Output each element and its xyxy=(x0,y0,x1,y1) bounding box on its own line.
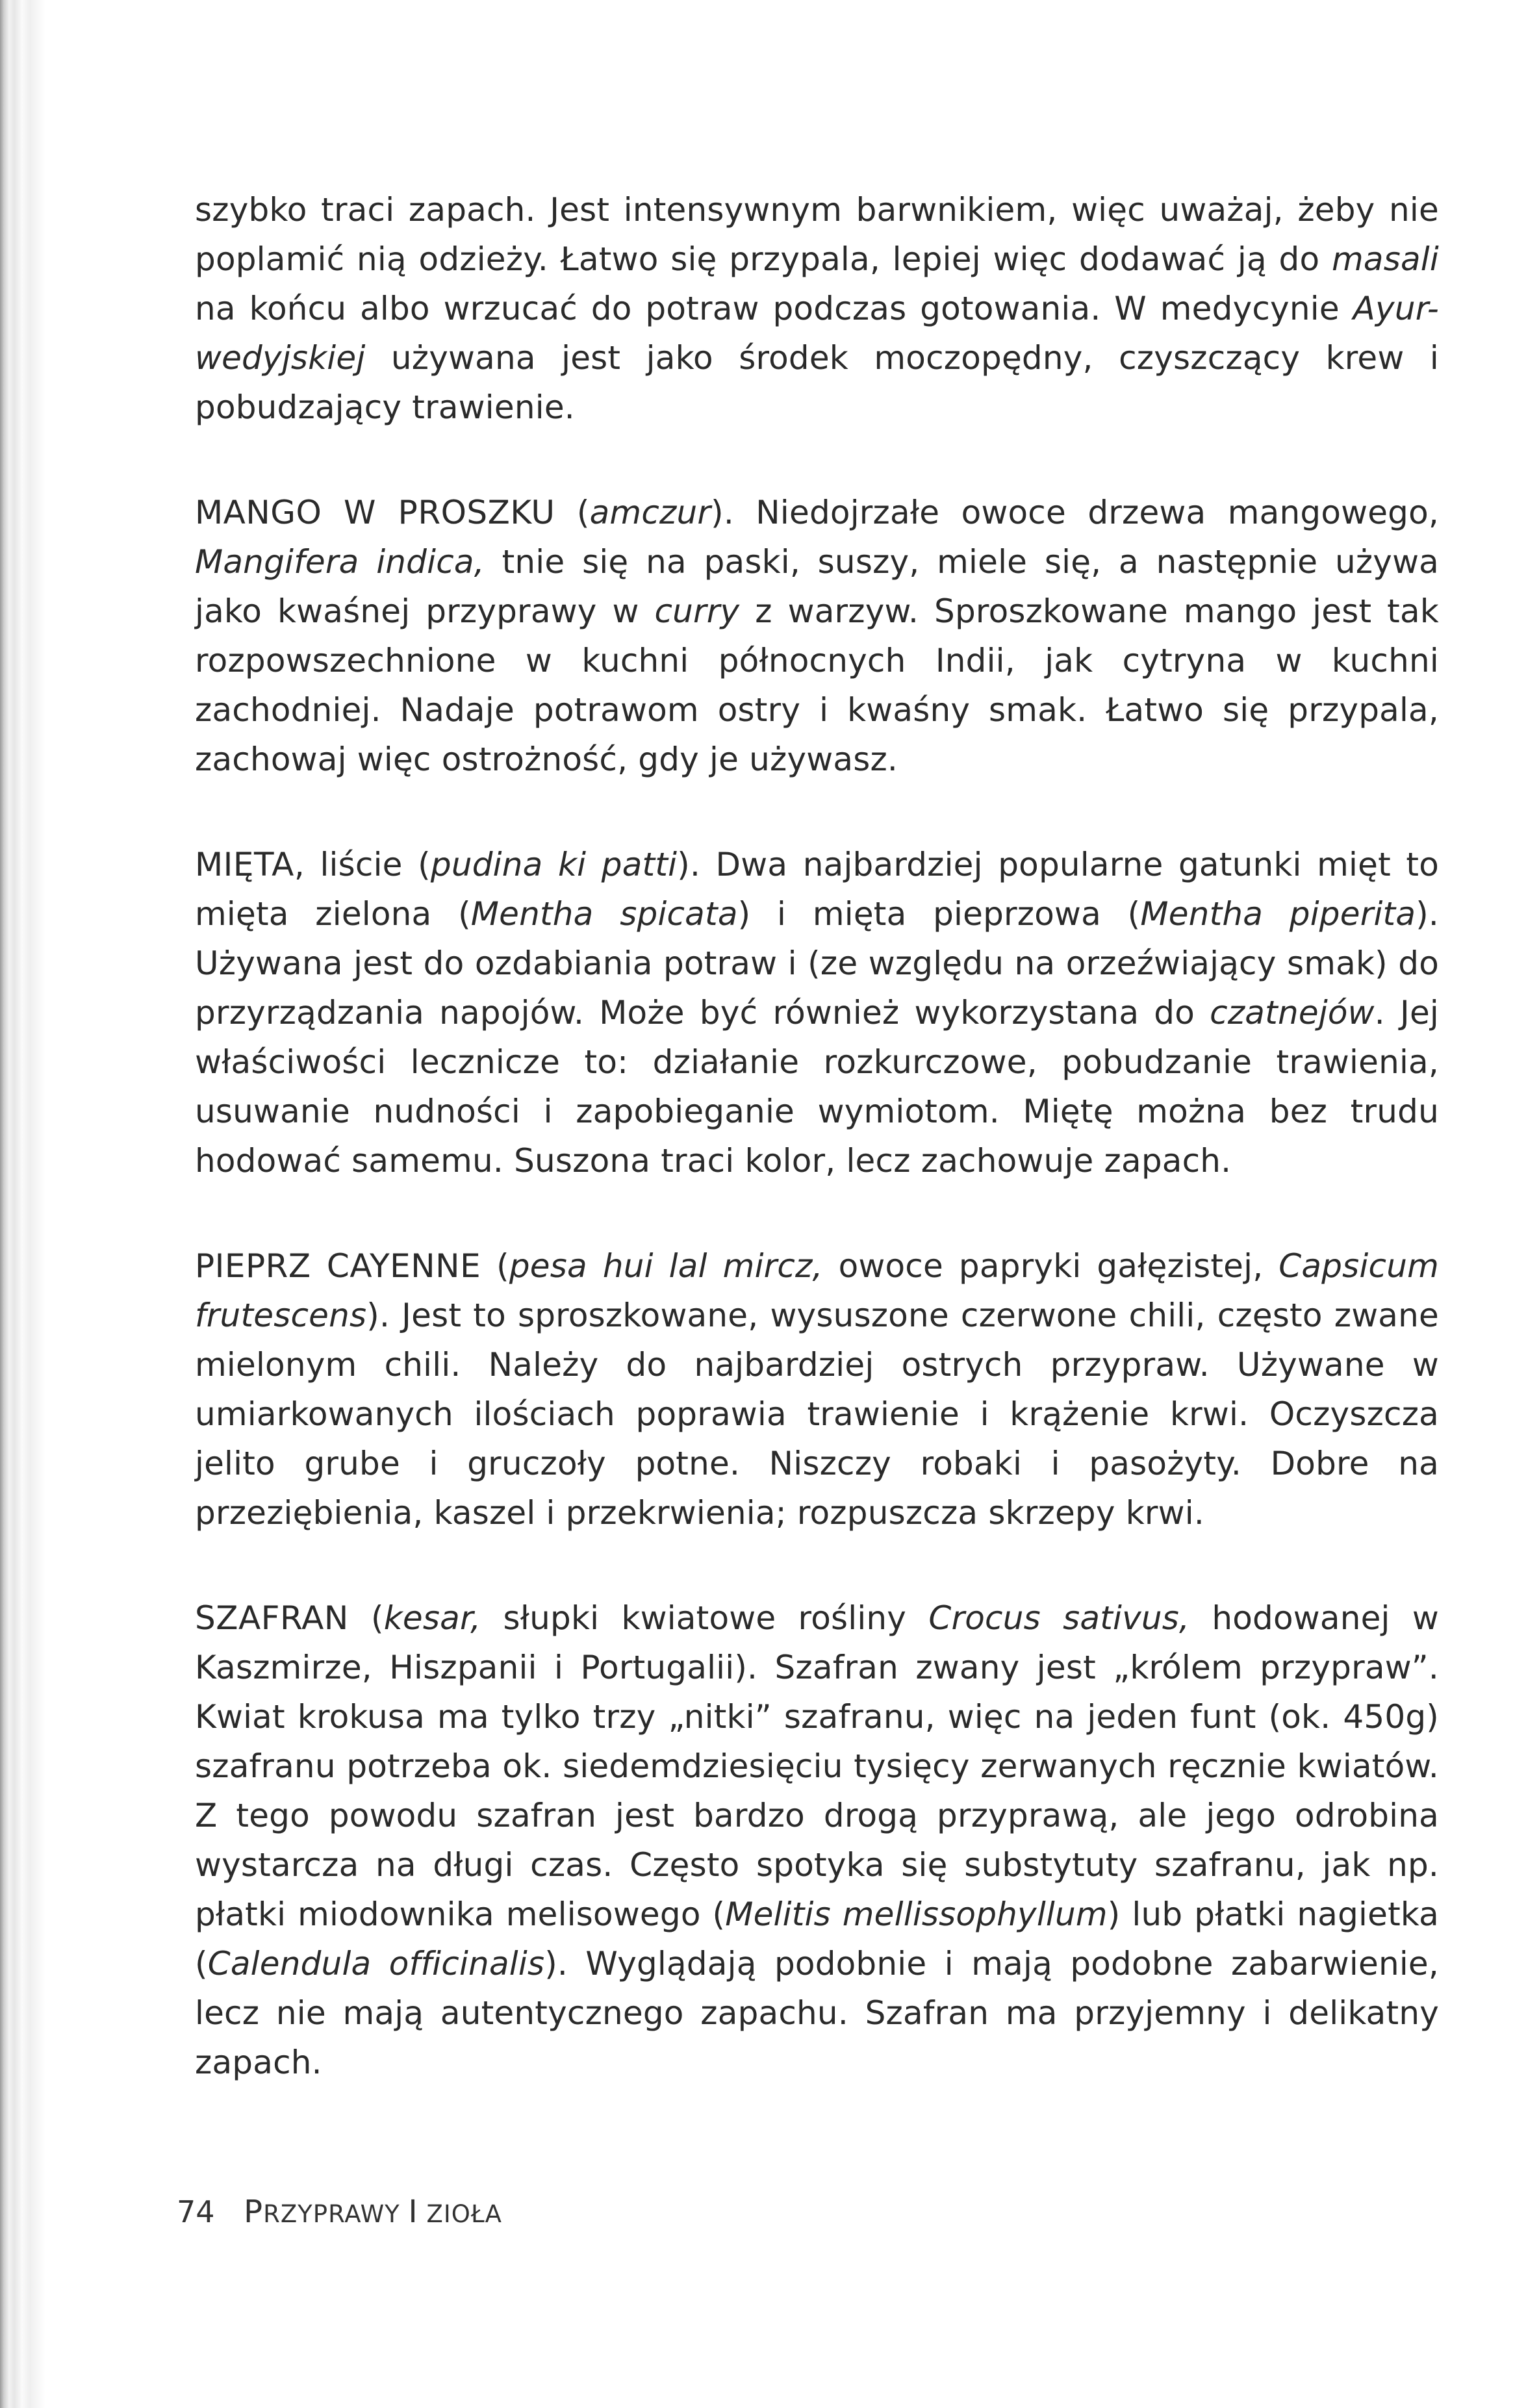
italic-term: pudina ki patti xyxy=(430,846,678,883)
running-title-part: ZIOŁA xyxy=(426,2200,502,2228)
text-run: szybko traci zapach. Jest intensywnym barwnikiem, więc uważaj, żeby nie poplamić nią odzieży. Łatwo się przypala, lepiej więc dodawać ją do xyxy=(195,191,1439,278)
running-title-part xyxy=(418,2200,427,2228)
entry-heading: MIĘTA xyxy=(195,846,294,883)
text-run: tnie się na paski, suszy, miele się, a następnie używa jako kwaśnej przyprawy w xyxy=(195,543,1440,630)
running-title-part: P xyxy=(244,2194,264,2230)
text-run: hodowanej w Kaszmirze, Hiszpanii i Portugalii). Szafran zwany jest „królem przypraw”. Kwiat krokusa ma tylko trzy „nitki” szafranu, więc na jeden funt (ok. 450g) szafranu potrzeba ok. siedemdziesięciu tysięcy zerwanych ręcznie kwiatów. Z tego powodu szafran jest bardzo drogą przyprawą, ale jego odrobina wystarcza na długi czas. Często spotyka się substytuty szafranu, jak np. płatki miodownika melisowego ( xyxy=(195,1599,1439,1933)
italic-term: Ayur-wedyjskiej xyxy=(195,290,1439,377)
text-run: z warzyw. Sproszkowane mango jest tak rozpowszechnione w kuchni północnych Indii, jak cytryna w kuchni zachodniej. Nadaje potrawom ostry i kwaśny smak. Łatwo się przypala, zachowaj więc ostrożność, gdy je używasz. xyxy=(195,592,1439,778)
paragraph xyxy=(195,840,1439,1185)
page-number: 74 xyxy=(177,2194,215,2229)
running-title-part: I xyxy=(408,2194,418,2230)
text-run: ). Jest to sproszkowane, wysuszone czerwone chili, często zwane mielonym chili. Należy do najbardziej ostrych przypraw. Używane w umiarkowanych ilościach poprawia trawienie i krążenie krwi. Oczyszcza jelito grube i gruczoły potne. Niszczy robaki i pasożyty. Dobre na przeziębienia, kaszel i przekrwienia; rozpuszcza skrzepy krwi. xyxy=(195,1297,1439,1532)
text-run: słupki kwiatowe rośliny xyxy=(481,1599,929,1637)
italic-term: Crocus sativus, xyxy=(928,1599,1190,1637)
text-run: ). Używana jest do ozdabiania potraw i (ze względu na orzeźwiający smak) do przyrządzania napojów. Może być również wykorzystana do xyxy=(195,895,1440,1032)
italic-term: Mentha piperita xyxy=(1140,895,1416,933)
italic-term: pesa hui lal mircz, xyxy=(509,1247,823,1285)
italic-term: kesar, xyxy=(383,1599,481,1637)
italic-term: amczur xyxy=(589,494,711,531)
text-run: ). Dwa najbardziej popularne gatunki mięt to mięta zielona ( xyxy=(195,846,1439,933)
italic-term: Calendula officinalis xyxy=(207,1945,545,1983)
paragraph xyxy=(195,488,1439,784)
italic-term: masali xyxy=(1331,240,1439,278)
text-run: ). Wyglądają podobnie i mają podobne zabarwienie, lecz nie mają autentycznego zapachu. Szafran ma przyjemny i delikatny zapach. xyxy=(195,1945,1439,2081)
italic-term: Melitis mellissophyllum xyxy=(725,1895,1108,1933)
paragraph xyxy=(195,1241,1439,1538)
binding-edge xyxy=(0,0,45,2408)
italic-term: czatnejów xyxy=(1210,994,1375,1032)
italic-term: curry xyxy=(654,592,740,630)
page-body-text xyxy=(195,185,1439,2087)
text-run: ( xyxy=(555,494,590,531)
text-run: na końcu albo wrzucać do potraw podczas gotowania. W medycynie xyxy=(195,290,1353,327)
italic-term: Mangifera indica, xyxy=(195,543,485,581)
italic-term: Mentha spicata xyxy=(470,895,738,933)
entry-heading: SZAFRAN xyxy=(195,1599,349,1637)
text-run: ). Niedojrzałe owoce drzewa mangowego, xyxy=(711,494,1439,531)
paragraph xyxy=(195,1593,1439,2087)
text-run: . Jej właściwości lecznicze to: działanie rozkurczowe, pobudzanie trawienia, usuwanie nudności i zapobieganie wymiotom. Miętę można bez trudu hodować samemu. Suszona traci kolor, lecz zachowuje zapach. xyxy=(195,994,1440,1180)
italic-term: Capsicum frutescens xyxy=(195,1247,1439,1334)
running-title xyxy=(244,2194,502,2229)
text-run: , liście ( xyxy=(294,846,431,883)
text-run: ) i mięta pieprzowa ( xyxy=(737,895,1141,933)
entry-heading: PIEPRZ CAYENNE xyxy=(195,1247,481,1285)
text-run: ( xyxy=(348,1599,384,1637)
running-title-part: RZYPRAWY xyxy=(263,2200,409,2228)
text-run: ) lub płatki nagietka ( xyxy=(195,1895,1439,1983)
paragraph xyxy=(195,185,1439,432)
text-run: ( xyxy=(481,1247,509,1285)
page-footer xyxy=(177,2192,502,2234)
entry-heading: MANGO W PROSZKU xyxy=(195,494,555,531)
text-run: owoce papryki gałęzistej, xyxy=(822,1247,1279,1285)
text-run: używana jest jako środek moczopędny, czyszczący krew i pobudzający trawienie. xyxy=(195,339,1439,426)
